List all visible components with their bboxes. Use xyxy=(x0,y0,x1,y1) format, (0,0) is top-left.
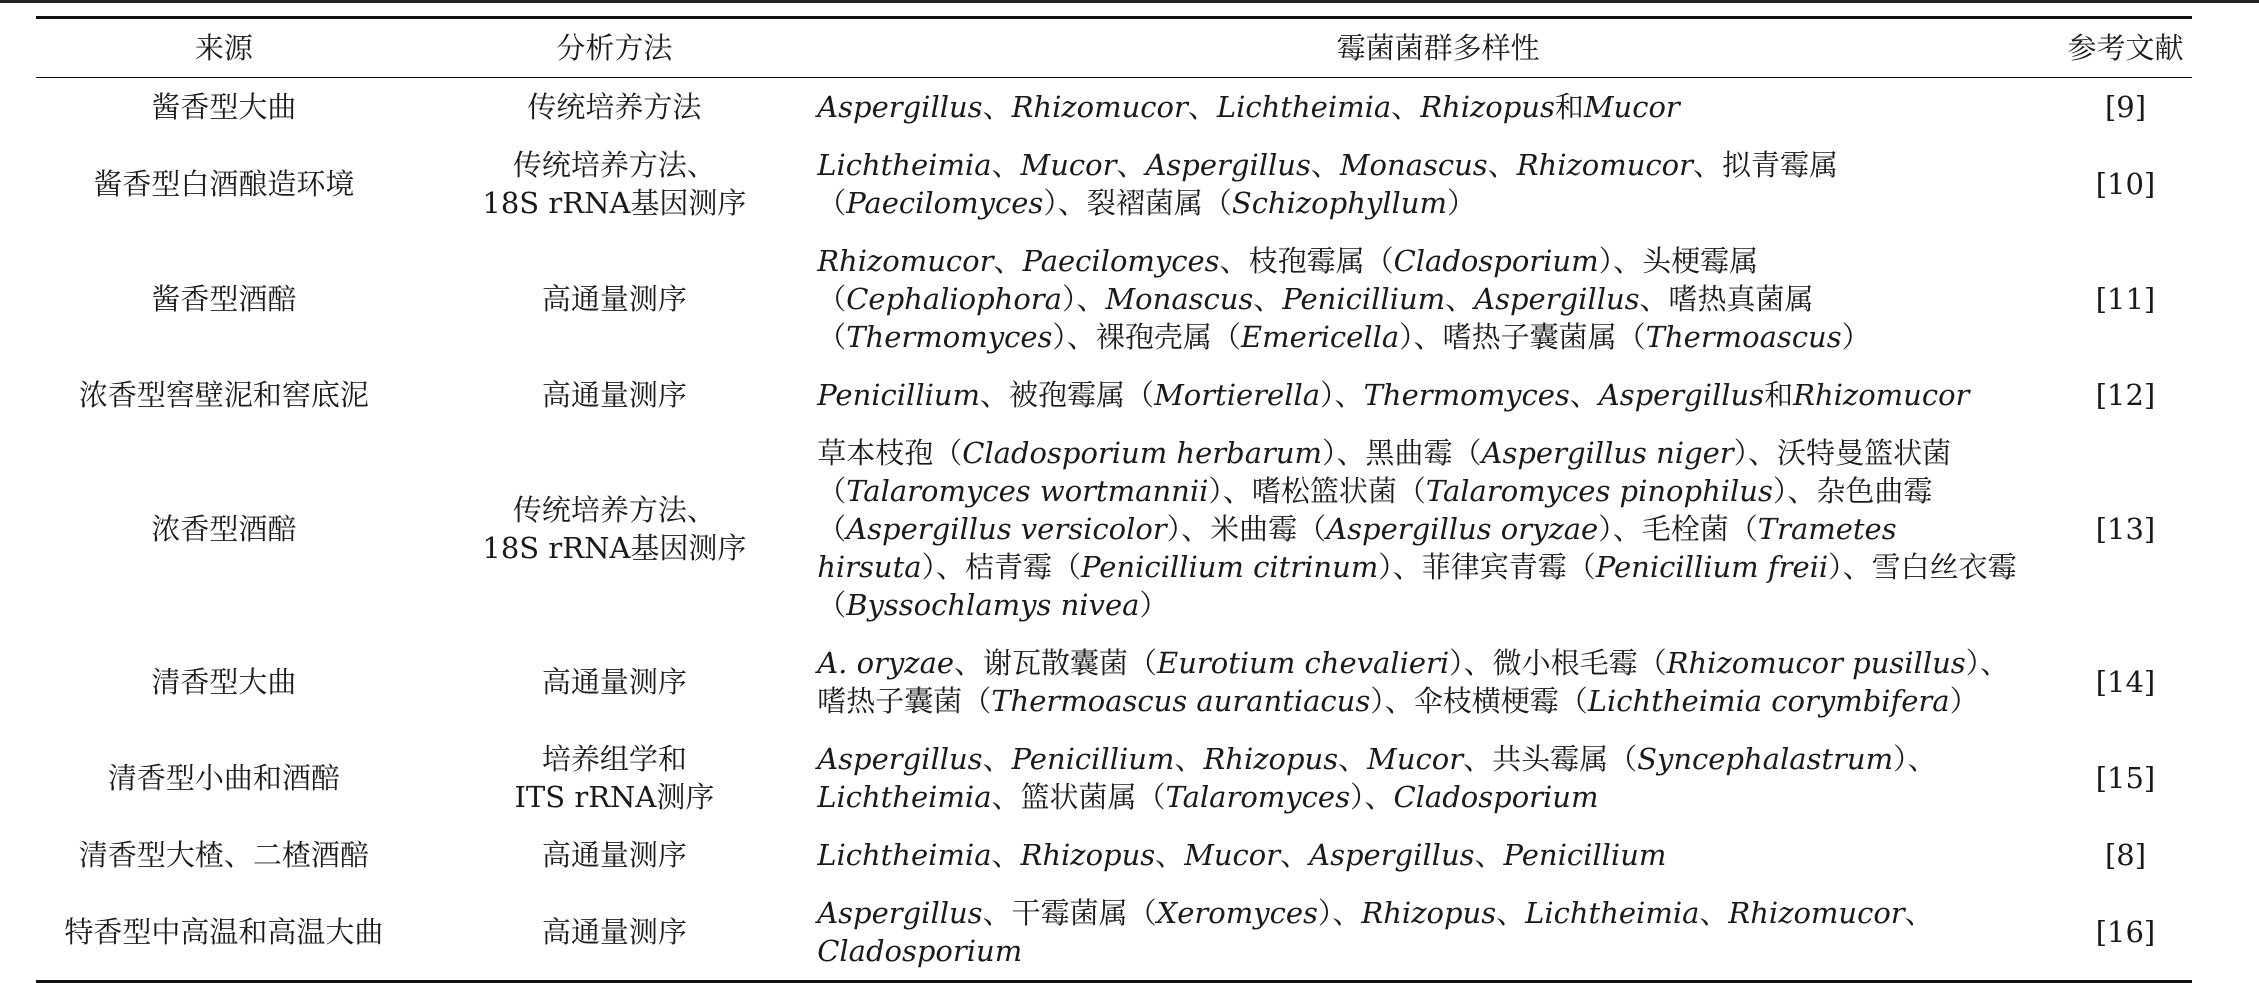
diversity-segment: ）、裂褶菌属（ xyxy=(1043,186,1232,220)
diversity-segment: ）、米曲霉（ xyxy=(1166,512,1327,546)
diversity-segment: ）、嗜松篮状菌（ xyxy=(1208,474,1426,508)
diversity-segment: ） xyxy=(1949,684,1979,718)
diversity-segment: 、 xyxy=(1155,838,1185,872)
top-cut-rule xyxy=(0,0,2259,3)
genus-name: Rhizomucor xyxy=(817,244,994,278)
genus-name: Lichtheimia xyxy=(817,838,992,872)
diversity-text xyxy=(817,740,2037,816)
genus-name: Cladosporium xyxy=(817,934,1023,968)
method-line: 18S rRNA基因测序 xyxy=(482,186,747,220)
genus-name: Paecilomyces xyxy=(1022,244,1220,278)
table-row xyxy=(36,634,2192,730)
genus-name: Monascus xyxy=(1105,282,1254,316)
genus-name: Lichtheimia xyxy=(1525,896,1700,930)
genus-name: Mucor xyxy=(1184,838,1281,872)
genus-name: Penicillium xyxy=(1011,742,1175,776)
genus-name: Aspergillus xyxy=(1474,282,1640,316)
genus-name: A. oryzae xyxy=(817,646,955,680)
diversity-segment: ）、毛栓菌（ xyxy=(1598,512,1758,546)
cell-source: 清香型大曲 xyxy=(151,665,297,699)
genus-name: Xeromyces xyxy=(1156,896,1318,930)
diversity-segment: 、篮状菌属（ xyxy=(991,780,1166,814)
diversity-text xyxy=(817,836,2037,874)
cell-method xyxy=(412,78,818,137)
diversity-segment: ）、 xyxy=(1893,742,1937,776)
table-row xyxy=(36,884,2192,982)
diversity-segment: 和 xyxy=(1554,90,1584,124)
genus-name: Lichtheimia xyxy=(817,780,992,814)
cell-reference: [14] xyxy=(2095,665,2156,699)
genus-name: Penicillium xyxy=(1503,838,1667,872)
genus-name: Syncephalastrum xyxy=(1637,742,1894,776)
diversity-text xyxy=(817,242,2037,356)
table-row xyxy=(36,424,2192,634)
genus-name: Cephaliophora xyxy=(846,282,1062,316)
genus-name: Thermoascus aurantiacus xyxy=(991,684,1371,718)
table-row xyxy=(36,136,2192,232)
cell-reference: [15] xyxy=(2095,761,2156,795)
method-line: ITS rRNA测序 xyxy=(514,780,715,814)
diversity-segment: 、 xyxy=(1187,90,1217,124)
cell-source: 浓香型酒醅 xyxy=(151,512,297,546)
genus-name: Aspergillus niger xyxy=(1481,436,1734,470)
mold-diversity-table xyxy=(36,16,2192,983)
method-line: 传统培养方法、 xyxy=(512,493,716,527)
diversity-segment: 、 xyxy=(1253,282,1283,316)
genus-name: Schizophyllum xyxy=(1231,186,1447,220)
genus-name: Talaromyces pinophilus xyxy=(1425,474,1773,508)
genus-name: Monascus xyxy=(1339,148,1488,182)
genus-name: Rhizopus xyxy=(1020,838,1156,872)
table-row xyxy=(36,730,2192,826)
cell-reference: [16] xyxy=(2095,915,2156,949)
diversity-segment: ）、 xyxy=(1349,780,1394,814)
genus-name: Rhizopus xyxy=(1420,90,1555,124)
genus-name: Aspergillus xyxy=(817,896,983,930)
diversity-segment: 、 xyxy=(1116,148,1146,182)
genus-name: Rhizomucor xyxy=(1728,896,1905,930)
diversity-text xyxy=(817,376,2037,414)
diversity-segment: 、干霉菌属（ xyxy=(982,896,1157,930)
genus-name: Paecilomyces xyxy=(846,186,1044,220)
genus-name: Lichtheimia corymbifera xyxy=(1587,684,1950,718)
diversity-text xyxy=(817,644,2037,720)
cell-source: 酱香型大曲 xyxy=(151,90,297,124)
genus-name: Eurotium chevalieri xyxy=(1157,646,1450,680)
diversity-segment: 、 xyxy=(1280,838,1310,872)
genus-name: Thermomyces xyxy=(846,320,1053,354)
genus-name: Cladosporium herbarum xyxy=(962,436,1323,470)
cell-source: 浓香型窖壁泥和窖底泥 xyxy=(78,378,369,412)
genus-name: Mucor xyxy=(1020,148,1117,182)
genus-name: Rhizomucor xyxy=(1516,148,1693,182)
method-line: 高通量测序 xyxy=(541,915,687,949)
genus-name: Penicillium freii xyxy=(1595,550,1829,584)
diversity-segment: ）、杂色曲霉（ xyxy=(817,474,1933,546)
method-line: 高通量测序 xyxy=(541,665,687,699)
cell-source: 酱香型白酒酿造环境 xyxy=(93,167,355,201)
cell-reference: [10] xyxy=(2095,167,2156,201)
diversity-segment: 、枝孢霉属（ xyxy=(1219,244,1394,278)
diversity-segment: 、嗜热真菌属（ xyxy=(817,282,1814,354)
diversity-segment: ）、微小根毛霉（ xyxy=(1449,646,1667,680)
table-row xyxy=(36,232,2192,366)
cell-method xyxy=(412,730,818,826)
cell-diversity xyxy=(817,424,2059,634)
genus-name: Cladosporium xyxy=(1393,780,1599,814)
cell-diversity xyxy=(817,634,2059,730)
diversity-segment: ）、头梗霉属（ xyxy=(817,244,1759,316)
cell-reference: [11] xyxy=(2095,282,2156,316)
genus-name: Aspergillus versicolor xyxy=(846,512,1167,546)
header-source: 来源 xyxy=(194,31,253,65)
cell-source: 清香型大楂、二楂酒醅 xyxy=(78,838,369,872)
genus-name: Thermomyces xyxy=(1363,378,1570,412)
diversity-segment: ）、沃特曼篮状菌（ xyxy=(817,436,1952,508)
genus-name: Aspergillus xyxy=(817,90,983,124)
diversity-segment: 、 xyxy=(1487,148,1517,182)
genus-name: Aspergillus xyxy=(817,742,983,776)
cell-source: 酱香型酒醅 xyxy=(151,282,297,316)
diversity-text xyxy=(817,894,2037,970)
genus-name: Emericella xyxy=(1240,320,1400,354)
cell-method xyxy=(412,884,818,982)
diversity-segment: 、被孢霉属（ xyxy=(980,378,1155,412)
cell-diversity xyxy=(817,232,2059,366)
cell-reference: [12] xyxy=(2095,378,2156,412)
genus-name: Penicillium xyxy=(817,378,981,412)
cell-method xyxy=(412,424,818,634)
cell-diversity xyxy=(817,730,2059,826)
genus-name: Mucor xyxy=(1367,742,1464,776)
method-line: 培养组学和 xyxy=(541,742,687,776)
table-row xyxy=(36,826,2192,884)
diversity-segment: 、 xyxy=(1174,742,1204,776)
cell-method xyxy=(412,136,818,232)
diversity-segment: ） xyxy=(1139,588,1169,622)
cell-source: 清香型小曲和酒醅 xyxy=(107,761,340,795)
diversity-segment: ）、伞枝横梗霉（ xyxy=(1370,684,1588,718)
diversity-segment: 、 xyxy=(1310,148,1340,182)
diversity-segment: 、 xyxy=(982,742,1012,776)
genus-name: Mortierella xyxy=(1154,378,1321,412)
diversity-segment: ） xyxy=(1446,186,1476,220)
genus-name: Talaromyces wortmannii xyxy=(846,474,1209,508)
diversity-text xyxy=(817,434,2037,624)
genus-name: Talaromyces xyxy=(1165,780,1350,814)
diversity-segment: 、 xyxy=(1445,282,1475,316)
diversity-segment: ）、 xyxy=(1061,282,1106,316)
genus-name: Rhizopus xyxy=(1203,742,1339,776)
cell-reference: [9] xyxy=(2104,90,2147,124)
diversity-segment: 、拟青霉属（ xyxy=(817,148,1838,220)
genus-name: Aspergillus xyxy=(1145,148,1311,182)
genus-name: Rhizomucor xyxy=(1793,378,1970,412)
diversity-segment: ）、嗜热子囊菌属（ xyxy=(1399,320,1646,354)
diversity-segment: ）、黑曲霉（ xyxy=(1322,436,1482,470)
diversity-segment: 、 xyxy=(991,838,1021,872)
method-line: 传统培养方法、 xyxy=(512,148,716,182)
genus-name: Lichtheimia xyxy=(1216,90,1392,124)
diversity-segment: 、 xyxy=(1496,896,1526,930)
diversity-segment: 、 xyxy=(1338,742,1368,776)
diversity-segment: 、 xyxy=(1904,896,1934,930)
table-header xyxy=(36,18,2192,78)
cell-diversity xyxy=(817,826,2059,884)
diversity-segment: 草本枝孢（ xyxy=(817,436,963,470)
header-row xyxy=(36,18,2192,78)
header-method: 分析方法 xyxy=(556,31,673,65)
method-line: 传统培养方法 xyxy=(527,90,702,124)
diversity-segment: ）、嗜热子囊菌（ xyxy=(817,646,2010,718)
diversity-segment: ）、裸孢壳属（ xyxy=(1052,320,1241,354)
cell-diversity xyxy=(817,78,2059,137)
diversity-segment: 、 xyxy=(1569,378,1599,412)
genus-name: Lichtheimia xyxy=(817,148,992,182)
genus-name: Cladosporium xyxy=(1393,244,1599,278)
cell-method xyxy=(412,826,818,884)
genus-name: Aspergillus xyxy=(1309,838,1475,872)
method-line: 高通量测序 xyxy=(541,838,687,872)
genus-name: Mucor xyxy=(1583,90,1680,124)
genus-name: Trametes hirsuta xyxy=(817,512,1897,584)
genus-name: Thermoascus xyxy=(1645,320,1842,354)
diversity-segment: 、 xyxy=(993,244,1023,278)
genus-name: Penicillium citrinum xyxy=(1081,550,1379,584)
header-diversity: 霉菌菌群多样性 xyxy=(1336,31,1540,65)
cell-diversity xyxy=(817,884,2059,982)
diversity-segment: 、谢瓦散囊菌（ xyxy=(954,646,1158,680)
diversity-segment: 、 xyxy=(1699,896,1729,930)
diversity-segment: 、 xyxy=(982,90,1012,124)
diversity-segment: 、 xyxy=(1391,90,1421,124)
genus-name: Penicillium xyxy=(1282,282,1446,316)
genus-name: Aspergillus oryzae xyxy=(1326,512,1599,546)
diversity-segment: ） xyxy=(1841,320,1871,354)
cell-reference: [8] xyxy=(2104,838,2147,872)
genus-name: Rhizomucor pusillus xyxy=(1666,646,1966,680)
table-row xyxy=(36,366,2192,424)
diversity-segment: ）、 xyxy=(1320,378,1364,412)
table-row xyxy=(36,78,2192,137)
cell-method xyxy=(412,232,818,366)
cell-method xyxy=(412,634,818,730)
diversity-segment: ）、菲律宾青霉（ xyxy=(1378,550,1596,584)
method-line: 18S rRNA基因测序 xyxy=(482,531,747,565)
diversity-segment: ）、桔青霉（ xyxy=(921,550,1082,584)
diversity-text xyxy=(817,88,2037,126)
genus-name: Rhizomucor xyxy=(1011,90,1188,124)
cell-diversity xyxy=(817,366,2059,424)
diversity-segment: 、 xyxy=(991,148,1021,182)
genus-name: Rhizopus xyxy=(1361,896,1497,930)
cell-reference: [13] xyxy=(2095,512,2156,546)
diversity-segment: 、 xyxy=(1474,838,1504,872)
diversity-segment: ）、雪白丝衣霉（ xyxy=(817,550,2017,622)
header-reference: 参考文献 xyxy=(2067,31,2184,65)
diversity-segment: 、共头霉属（ xyxy=(1463,742,1638,776)
diversity-segment: ）、 xyxy=(1317,896,1362,930)
diversity-text xyxy=(817,146,2037,222)
diversity-segment: 和 xyxy=(1764,378,1794,412)
method-line: 高通量测序 xyxy=(541,282,687,316)
method-line: 高通量测序 xyxy=(541,378,687,412)
genus-name: Aspergillus xyxy=(1598,378,1765,412)
cell-method xyxy=(412,366,818,424)
table-body xyxy=(36,78,2192,982)
cell-diversity xyxy=(817,136,2059,232)
cell-source: 特香型中高温和高温大曲 xyxy=(64,915,384,949)
genus-name: Byssochlamys nivea xyxy=(846,588,1140,622)
